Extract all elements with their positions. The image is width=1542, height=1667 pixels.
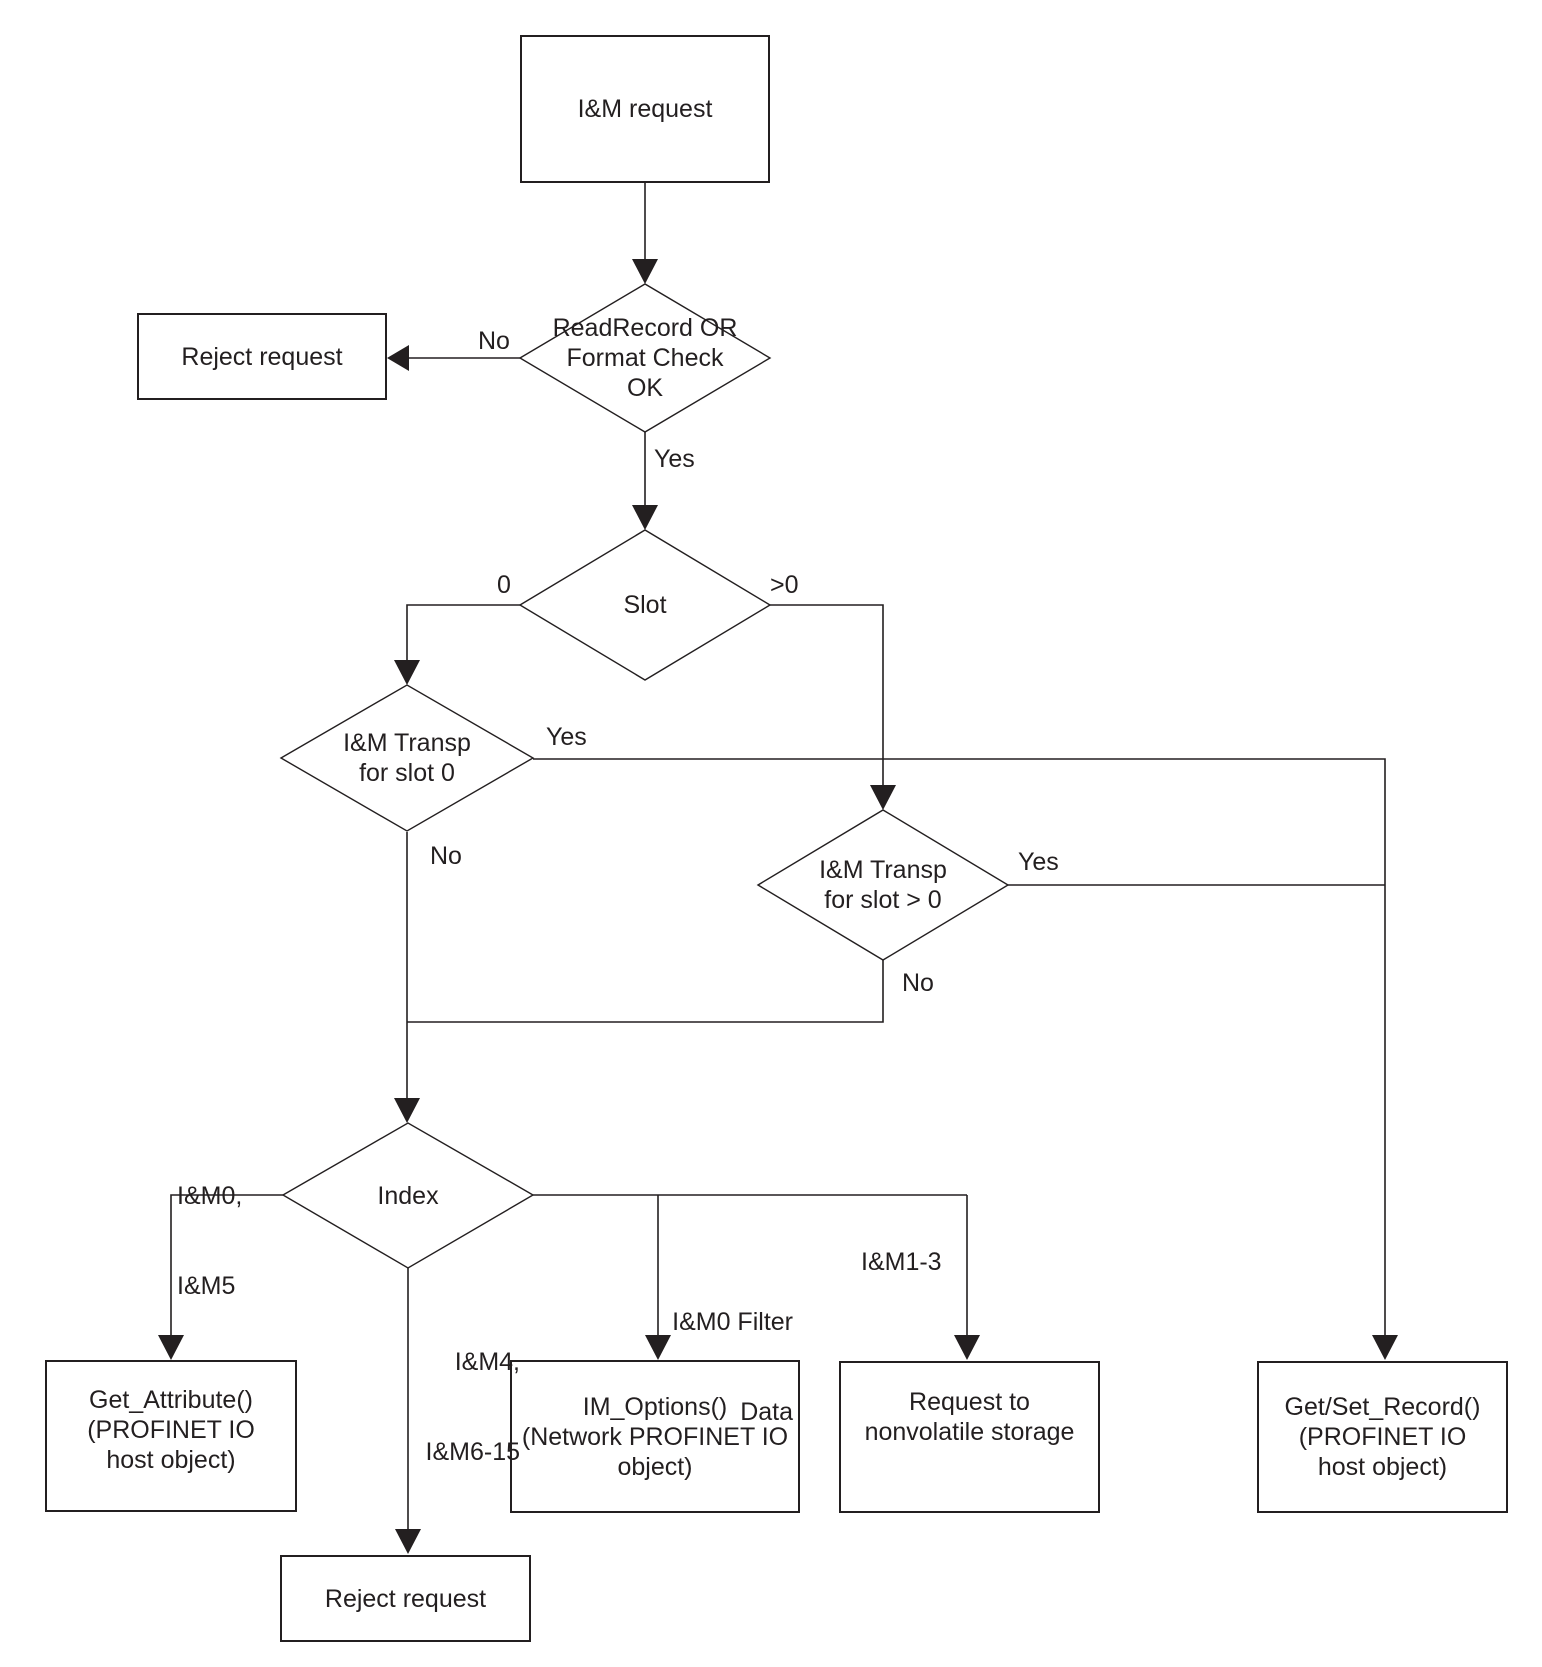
node-label-line: IM_Options(): [582, 1392, 728, 1421]
arrowhead-into-reject-bottom: [395, 1529, 421, 1554]
edge-label-line: Data: [740, 1398, 793, 1426]
node-label-line: host object): [106, 1446, 236, 1474]
arrowhead-into-slot: [632, 505, 658, 530]
edge-label-transp0-yes: Yes: [546, 723, 587, 751]
edge-label-index-im4-im6-15: [420, 1287, 520, 1527]
diamond-transp-slot-gt0-shape: [758, 810, 1008, 960]
edge-label-slot-gt-zero: >0: [770, 571, 799, 599]
arrowhead-into-check: [632, 259, 658, 284]
diamond-transp-slot0-shape: [281, 685, 533, 831]
arrowhead-into-reject-top: [387, 345, 409, 371]
edge-label-line: I&M4,: [454, 1348, 520, 1376]
edge-label-line: I&M0,: [177, 1182, 243, 1210]
diamond-label-line: Slot: [623, 591, 667, 619]
edge-slot-zero-to-transp0: [407, 605, 520, 662]
diamond-readrecord-check-shape: [520, 284, 770, 432]
diamond-label-line: ReadRecord OR: [552, 314, 738, 342]
edge-label-im0-filter-data: [643, 1247, 793, 1487]
edge-label-index-im0-im5: [177, 1121, 242, 1361]
diamond-label-line: I&M Transp: [343, 729, 471, 757]
node-im-request: [520, 35, 770, 183]
diamond-index-shape: [283, 1123, 533, 1268]
node-label: Reject request: [324, 1584, 487, 1613]
diamond-label-line: OK: [626, 374, 664, 402]
arrowhead-into-transpgt0: [870, 785, 896, 810]
node-get-set-record: [1257, 1361, 1508, 1513]
diamond-label-line: for slot 0: [359, 759, 455, 787]
node-request-nonvolatile: [839, 1361, 1100, 1513]
edge-label-slot-zero: 0: [497, 571, 511, 599]
edge-label-check-no: No: [478, 327, 510, 355]
node-label-line: object): [617, 1452, 693, 1481]
edge-transpgt0-no-join: [407, 960, 883, 1022]
arrowhead-into-index: [394, 1098, 420, 1123]
node-label-line: Get/Set_Record(): [1284, 1393, 1481, 1421]
node-label-line: (PROFINET IO: [87, 1416, 255, 1444]
arrowhead-into-getset: [1372, 1335, 1398, 1360]
diamond-label-line: for slot > 0: [824, 886, 942, 914]
node-label-line: Get_Attribute(): [89, 1386, 253, 1414]
edge-label-transpgt0-no: No: [902, 969, 934, 997]
node-reject-request-top: [137, 313, 387, 400]
edge-label-im1-3: I&M1-3: [861, 1248, 942, 1276]
node-reject-request-bottom: [280, 1555, 531, 1642]
node-label-line: nonvolatile storage: [864, 1418, 1075, 1446]
node-label-line: (Network PROFINET IO: [521, 1422, 789, 1451]
arrowhead-into-nonvolatile: [954, 1335, 980, 1360]
node-get-attribute: [45, 1360, 297, 1512]
diamond-label-line: Format Check: [566, 344, 724, 372]
edge-label-transp0-no: No: [430, 842, 462, 870]
node-label: I&M request: [577, 95, 713, 123]
arrowhead-into-transp0: [394, 660, 420, 685]
edge-label-line: I&M6-15: [425, 1438, 520, 1466]
edge-label-transpgt0-yes: Yes: [1018, 848, 1059, 876]
diamond-label-line: I&M Transp: [819, 856, 947, 884]
node-label-line: host object): [1317, 1453, 1448, 1481]
diamond-slot-shape: [520, 530, 770, 680]
node-label: Reject request: [181, 342, 343, 371]
node-label-line: Request to: [909, 1388, 1030, 1416]
edge-label-line: I&M5: [177, 1272, 236, 1300]
edge-label-line: I&M0 Filter: [672, 1308, 793, 1336]
edge-label-check-yes: Yes: [654, 445, 695, 473]
node-label-line: (PROFINET IO: [1298, 1423, 1467, 1451]
diamond-label-line: Index: [377, 1181, 439, 1210]
